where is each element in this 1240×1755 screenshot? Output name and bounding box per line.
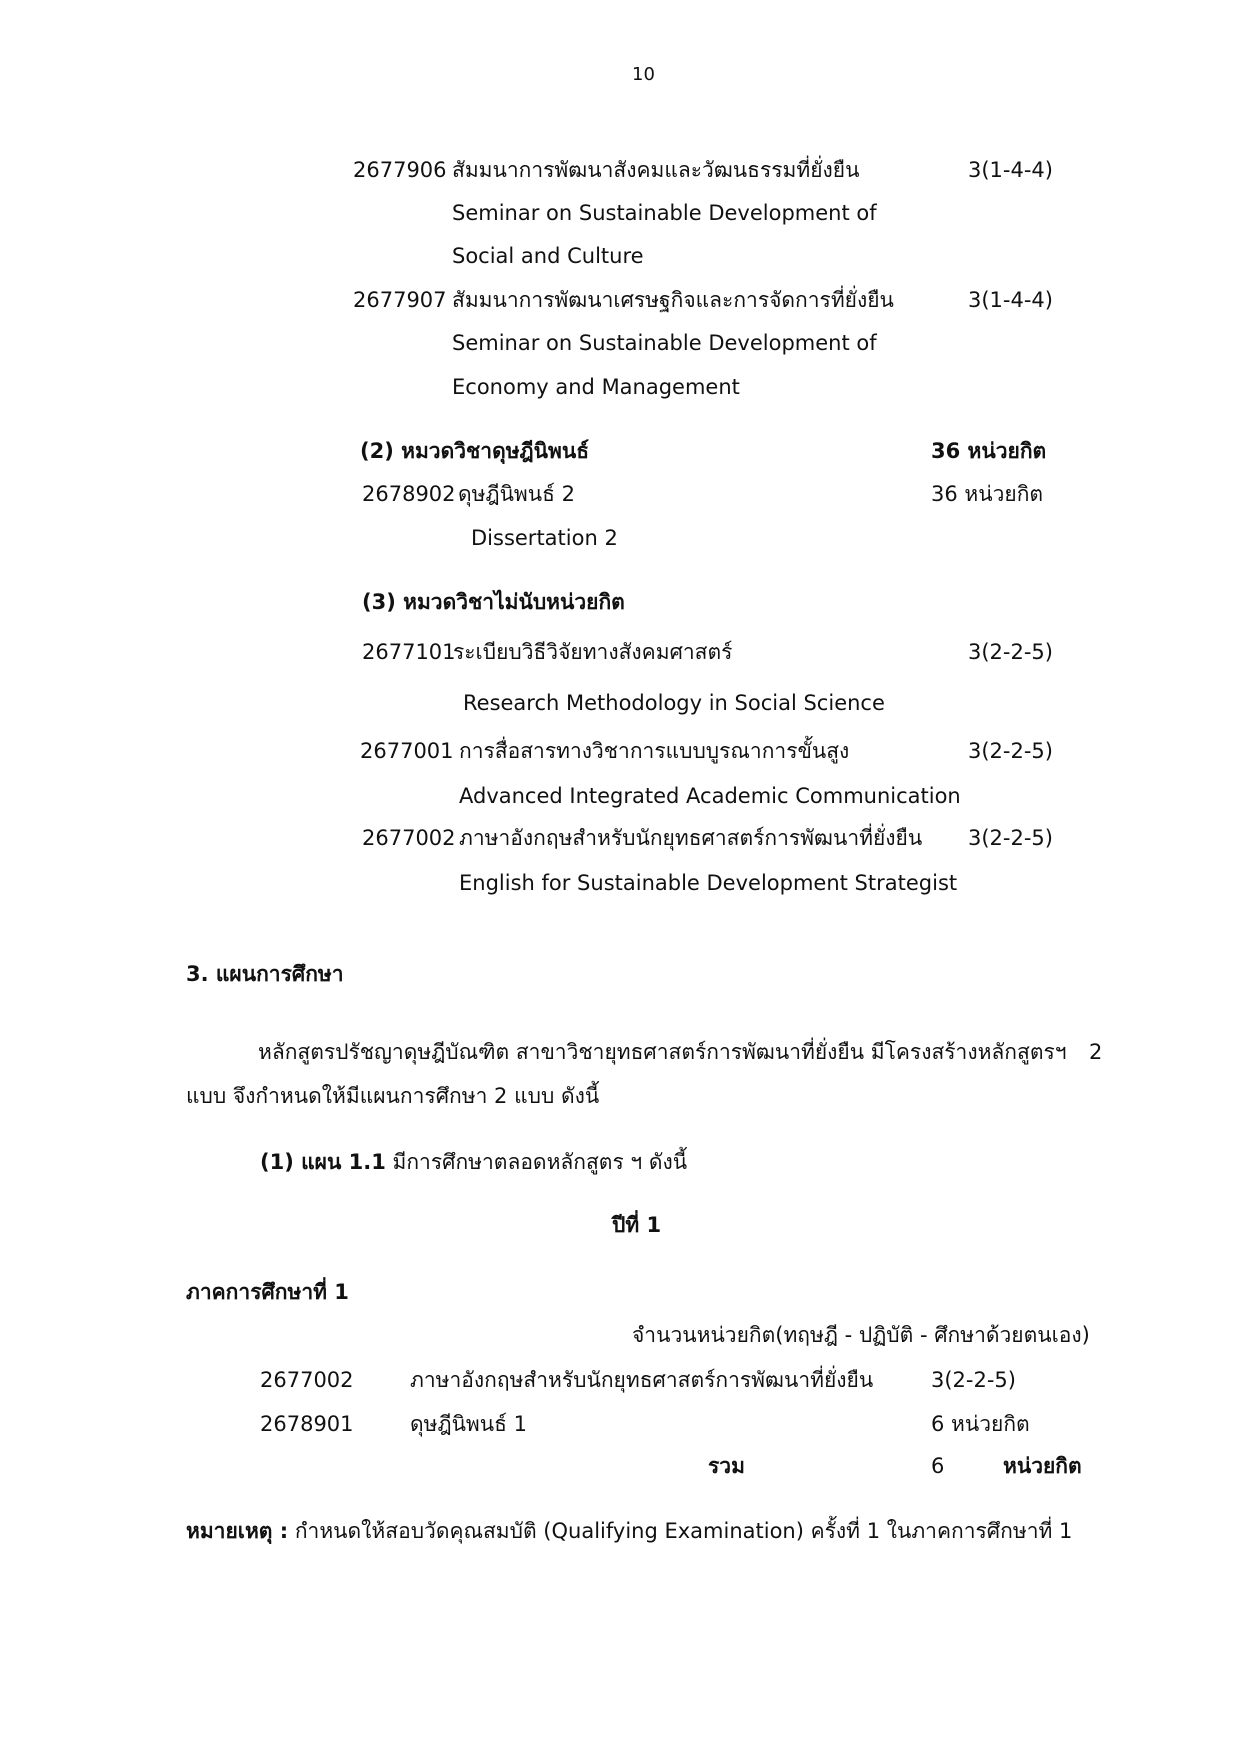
- course-credits: 3(2-2-5): [968, 640, 1053, 664]
- course-credits: 3(1-4-4): [968, 158, 1053, 182]
- table-row-code: 2678901: [260, 1412, 354, 1436]
- course-english-title: Seminar on Sustainable Development of: [452, 201, 877, 225]
- group-heading: (3) หมวดวิชาไม่นับหน่วยกิต: [362, 590, 625, 614]
- table-row-credits: 3(2-2-5): [931, 1368, 1016, 1392]
- note-text: กำหนดให้สอบวัดคุณสมบัติ (Qualifying Examination) ครั้งที่ 1 ในภาคการศึกษาที่ 1: [288, 1519, 1073, 1543]
- course-english-title: English for Sustainable Development Strategist: [459, 871, 958, 895]
- course-thai-title: สัมมนาการพัฒนาสังคมและวัฒนธรรมที่ยั่งยืน: [452, 158, 860, 182]
- plan-description: มีการศึกษาตลอดหลักสูตร ฯ ดังนี้: [385, 1150, 688, 1174]
- paragraph-line: แบบ จึงกำหนดให้มีแผนการศึกษา 2 แบบ ดังนี้: [186, 1084, 600, 1108]
- paragraph-line-end: 2: [1089, 1040, 1103, 1064]
- course-code: 2677907: [353, 288, 447, 312]
- group-heading-credits: 36 หน่วยกิต: [931, 439, 1047, 463]
- table-row-code: 2677002: [260, 1368, 354, 1392]
- section-heading: 3. แผนการศึกษา: [186, 962, 344, 986]
- course-credits: 36 หน่วยกิต: [931, 482, 1044, 506]
- course-thai-title: ภาษาอังกฤษสำหรับนักยุทธศาสตร์การพัฒนาที่ยั่งยืน: [459, 826, 923, 850]
- course-code: 2677101: [362, 640, 456, 664]
- course-english-title: Dissertation 2: [471, 526, 618, 550]
- course-code: 2677001: [360, 739, 454, 763]
- total-unit: หน่วยกิต: [1003, 1454, 1082, 1478]
- course-thai-title: สัมมนาการพัฒนาเศรษฐกิจและการจัดการที่ยั่งยืน: [452, 288, 894, 312]
- course-credits: 3(1-4-4): [968, 288, 1053, 312]
- course-thai-title: การสื่อสารทางวิชาการแบบบูรณาการขั้นสูง: [459, 739, 850, 763]
- course-code: 2677002: [362, 826, 456, 850]
- total-label: รวม: [708, 1454, 745, 1478]
- table-row-name: ดุษฎีนิพนธ์ 1: [410, 1412, 527, 1436]
- note-line: [186, 1521, 1072, 1542]
- course-credits: 3(2-2-5): [968, 826, 1053, 850]
- plan-line: [260, 1152, 687, 1173]
- table-row-name: ภาษาอังกฤษสำหรับนักยุทธศาสตร์การพัฒนาที่ยั่งยืน: [410, 1368, 874, 1392]
- page-number: 10: [632, 64, 655, 85]
- plan-label: (1) แผน 1.1: [260, 1150, 386, 1174]
- table-header: จำนวนหน่วยกิต(ทฤษฎี - ปฏิบัติ - ศึกษาด้วยตนเอง): [632, 1323, 1090, 1347]
- course-credits: 3(2-2-5): [968, 739, 1053, 763]
- course-english-title: Economy and Management: [452, 375, 740, 399]
- total-value: 6: [931, 1454, 945, 1478]
- course-english-title: Seminar on Sustainable Development of: [452, 331, 877, 355]
- course-thai-title: ดุษฎีนิพนธ์ 2: [458, 482, 575, 506]
- note-label: หมายเหตุ :: [186, 1519, 289, 1543]
- course-code: 2678902: [362, 482, 456, 506]
- course-english-title: Research Methodology in Social Science: [463, 691, 885, 715]
- course-english-title: Social and Culture: [452, 244, 644, 268]
- course-thai-title: ระเบียบวิธีวิจัยทางสังคมศาสตร์: [453, 640, 733, 664]
- group-heading: (2) หมวดวิชาดุษฎีนิพนธ์: [360, 439, 590, 463]
- table-row-credits: 6 หน่วยกิต: [931, 1412, 1030, 1436]
- semester-heading: ภาคการศึกษาที่ 1: [186, 1280, 349, 1304]
- course-english-title: Advanced Integrated Academic Communication: [459, 784, 961, 808]
- paragraph-line: หลักสูตรปรัชญาดุษฎีบัณฑิต สาขาวิชายุทธศาสตร์การพัฒนาที่ยั่งยืน มีโครงสร้างหลักสูตรฯ: [258, 1040, 1067, 1064]
- course-code: 2677906: [353, 158, 447, 182]
- year-heading: ปีที่ 1: [612, 1213, 662, 1237]
